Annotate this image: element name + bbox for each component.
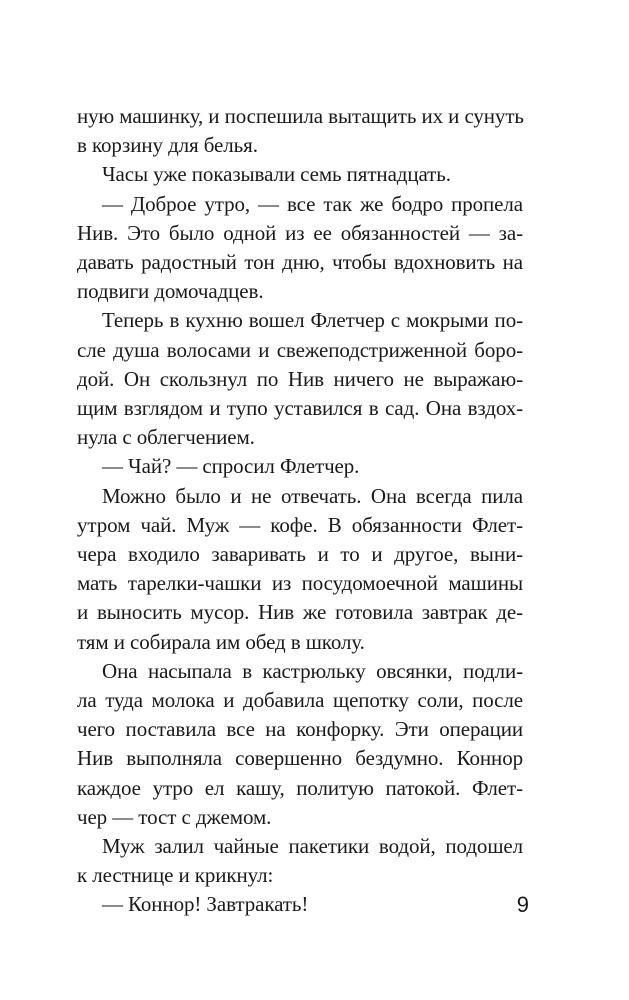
text-line: Муж залил чайные пакетики водой, подошел	[102, 834, 523, 859]
text-line: Теперь в кухню вошел Флетчер с мокрыми по-	[102, 308, 523, 333]
text-line: чего поставила все на конфорку. Эти операции	[77, 717, 523, 742]
paragraph	[77, 657, 523, 832]
text-line: в корзину для белья.	[77, 133, 258, 158]
paragraph	[77, 890, 523, 919]
text-line: — Доброе утро, — все так же бодро пропела	[102, 191, 523, 216]
text-line: щим взглядом и тупо уставился в сад. Она вздох-	[77, 396, 523, 421]
text-line: ную машинку, и поспешила вытащить их и сунуть	[77, 104, 524, 128]
book-page-body	[77, 102, 523, 920]
text-line: — Коннор! Завтракать!	[102, 892, 309, 917]
text-line: давать радостный тон дню, чтобы вдохновить на	[77, 250, 523, 275]
text-line: каждое утро ел кашу, политую патокой. Флет-	[77, 775, 523, 800]
paragraph	[77, 160, 523, 189]
paragraph	[77, 482, 523, 657]
text-line: сле душа волосами и свежеподстриженной боро-	[77, 337, 523, 362]
text-line: тям и собирала им обед в школу.	[77, 629, 365, 654]
text-line: ла туда молока и добавила щепотку соли, после	[77, 688, 523, 713]
paragraph	[77, 190, 523, 307]
paragraph	[77, 452, 523, 481]
text-line: дой. Он скользнул по Нив ничего не выражаю-	[77, 366, 523, 391]
text-line: Можно было и не отвечать. Она всегда пила	[102, 483, 523, 508]
text-line: чер — тост с джемом.	[77, 804, 272, 829]
text-line: Она насыпала в кастрюльку овсянки, подли-	[102, 658, 523, 683]
text-line: к лестнице и крикнул:	[77, 863, 274, 888]
text-line: Нив. Это было одной из ее обязанностей — за-	[77, 220, 523, 245]
text-line: чера входило заваривать и то и другое, выни-	[77, 542, 523, 567]
text-line: Нив выполняла совершенно бездумно. Коннор	[77, 746, 523, 771]
text-line: нула с облегчением.	[77, 425, 255, 450]
text-line: подвиги домочадцев.	[77, 279, 264, 304]
text-line: и выносить мусор. Нив же готовила завтрак де-	[77, 600, 523, 625]
text-line: утром чай. Муж — кофе. В обязанности Флет-	[77, 512, 523, 537]
paragraph	[77, 832, 523, 890]
paragraph	[77, 102, 523, 160]
text-line: — Чай? — спросил Флетчер.	[102, 454, 360, 479]
text-line: мать тарелки-чашки из посудомоечной машины	[77, 571, 523, 596]
page-number: 9	[516, 892, 529, 917]
paragraph	[77, 306, 523, 452]
text-line: Часы уже показывали семь пятнадцать.	[102, 162, 451, 187]
